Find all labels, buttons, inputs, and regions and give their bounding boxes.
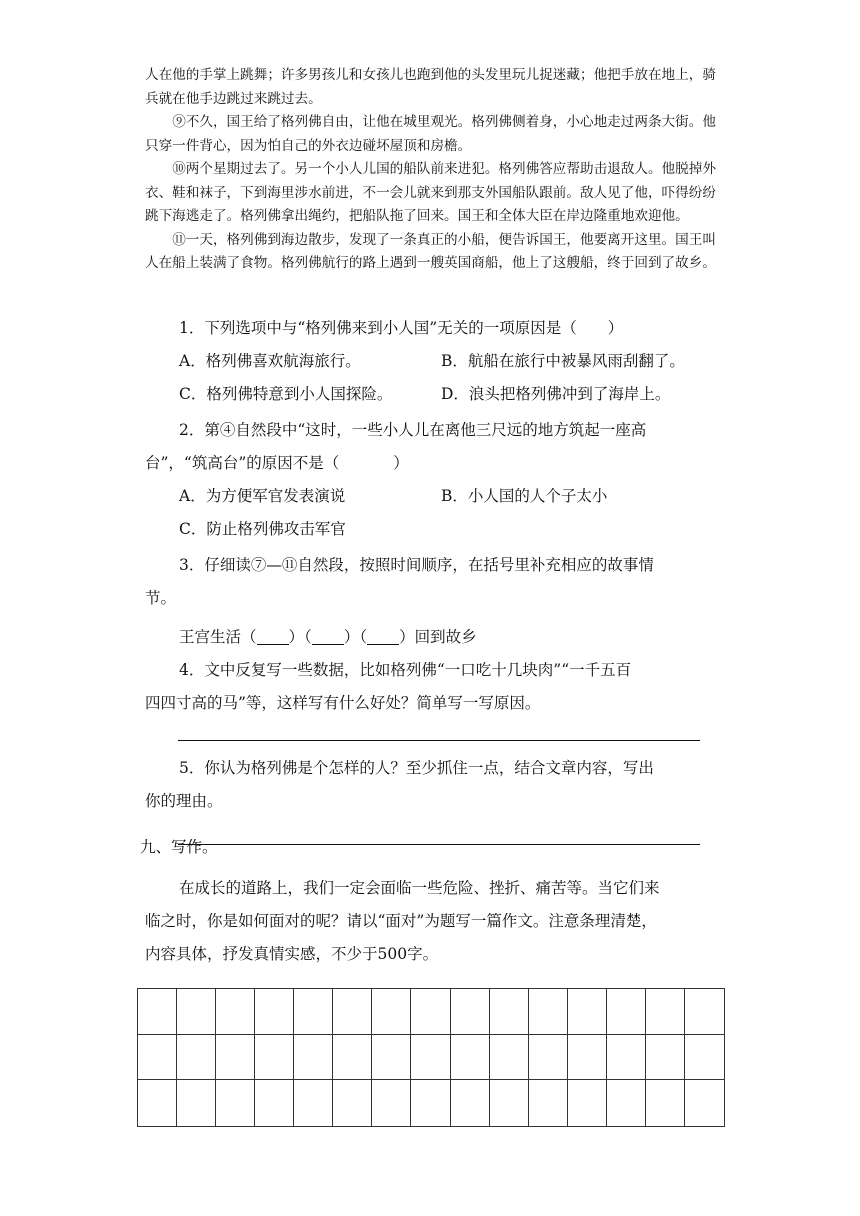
- question-1-option-c: C．格列佛特意到小人国探险。: [179, 385, 393, 403]
- question-3-blank-2[interactable]: [312, 626, 344, 645]
- grid-cell[interactable]: [216, 989, 255, 1035]
- passage-paragraph-8-continued: 人在他的手掌上跳舞；许多男孩儿和女孩儿也跑到他的头发里玩儿捉迷藏；他把手放在地上，骑兵就在他手边跳过来跳过去。: [145, 67, 716, 107]
- grid-cell[interactable]: [294, 1080, 333, 1126]
- question-5-stem-line-1: 5．你认为格列佛是个怎样的人？至少抓住一点，结合文章内容，写出: [179, 759, 654, 777]
- grid-cell[interactable]: [255, 1080, 294, 1126]
- grid-cell[interactable]: [685, 1080, 724, 1126]
- writing-prompt-line-3: 内容具体，抒发真情实感，不少于500字。: [145, 945, 439, 963]
- grid-cell[interactable]: [372, 1080, 411, 1126]
- grid-cell[interactable]: [685, 1035, 724, 1081]
- grid-cell[interactable]: [372, 1035, 411, 1081]
- grid-cell[interactable]: [529, 989, 568, 1035]
- question-2-stem-text: 台”，“筑高台”的原因不是（: [145, 454, 340, 472]
- grid-cell[interactable]: [529, 1080, 568, 1126]
- question-1-option-b: B．航船在旅行中被暴风雨刮翻了。: [441, 352, 685, 370]
- question-3-stem-line-2: 节。: [145, 589, 177, 607]
- grid-cell[interactable]: [451, 989, 490, 1035]
- grid-cell[interactable]: [411, 989, 450, 1035]
- passage: [145, 64, 717, 276]
- question-1-option-a: A．格列佛喜欢航海旅行。: [179, 352, 361, 370]
- question-4-stem-line-2: 四四寸高的马”等，这样写有什么好处？简单写一写原因。: [145, 694, 541, 712]
- question-3-sequence: 王宫生活（ ）（ ）（ ）回到故乡: [179, 628, 477, 646]
- writing-section: [140, 831, 725, 971]
- grid-cell[interactable]: [333, 1035, 372, 1081]
- question-3-end: 回到故乡: [414, 628, 477, 646]
- question-2-option-a: A．为方便军官发表演说: [179, 487, 346, 505]
- grid-cell[interactable]: [372, 989, 411, 1035]
- grid-cell[interactable]: [607, 1080, 646, 1126]
- grid-cell[interactable]: [294, 989, 333, 1035]
- grid-cell[interactable]: [451, 1080, 490, 1126]
- question-4: [145, 654, 725, 720]
- grid-cell[interactable]: [646, 1080, 685, 1126]
- grid-cell[interactable]: [294, 1035, 333, 1081]
- question-1-options-row-2: [145, 378, 725, 411]
- question-5-stem-line-2: 你的理由。: [145, 792, 223, 810]
- question-4-answer-line[interactable]: [178, 740, 700, 741]
- question-2-close-paren: ）: [393, 454, 409, 472]
- grid-cell[interactable]: [138, 989, 177, 1035]
- question-3: [145, 549, 725, 654]
- question-1-options-row-1: [145, 345, 725, 378]
- grid-cell[interactable]: [177, 989, 216, 1035]
- grid-cell[interactable]: [177, 1080, 216, 1126]
- question-3-stem-line-1: 3．仔细读⑦—⑪自然段，按照时间顺序，在括号里补充相应的故事情: [179, 556, 654, 574]
- grid-cell[interactable]: [646, 989, 685, 1035]
- grid-cell[interactable]: [216, 1035, 255, 1081]
- grid-cell[interactable]: [255, 1035, 294, 1081]
- grid-cell[interactable]: [451, 1035, 490, 1081]
- question-2-stem-line-2: [145, 447, 725, 480]
- grid-cell[interactable]: [138, 1080, 177, 1126]
- question-4-stem-line-1: 4．文中反复写一些数据，比如格列佛“一口吃十几块肉”“一千五百: [179, 661, 632, 679]
- question-3-blank-1[interactable]: [257, 626, 289, 645]
- composition-grid[interactable]: [137, 988, 725, 1127]
- question-1: [145, 312, 725, 411]
- grid-cell[interactable]: [685, 989, 724, 1035]
- grid-cell[interactable]: [177, 1035, 216, 1081]
- question-1-option-d: D．浪头把格列佛冲到了海岸上。: [441, 385, 671, 403]
- passage-paragraph-11: ⑪一天，格列佛到海边散步，发现了一条真正的小船，便告诉国王，他要离开这里。国王叫人在船上装满了食物。格列佛航行的路上遇到一艘英国商船，他上了这艘船，终于回到了故乡。: [145, 231, 716, 271]
- grid-cell[interactable]: [411, 1080, 450, 1126]
- question-2-options-row-1: [145, 480, 725, 513]
- grid-cell[interactable]: [607, 1035, 646, 1081]
- grid-cell[interactable]: [333, 1080, 372, 1126]
- question-2-option-c: C．防止格列佛攻击军官: [179, 520, 346, 538]
- question-2-stem-line-1: 2．第④自然段中“这时，一些小人儿在离他三尺远的地方筑起一座高: [179, 421, 647, 439]
- grid-cell[interactable]: [568, 1080, 607, 1126]
- question-5: [145, 752, 725, 818]
- grid-cell[interactable]: [646, 1035, 685, 1081]
- grid-cell[interactable]: [568, 1035, 607, 1081]
- grid-cell[interactable]: [255, 989, 294, 1035]
- grid-cell[interactable]: [529, 1035, 568, 1081]
- writing-prompt-line-1: 在成长的道路上，我们一定会面临一些危险、挫折、痛苦等。当它们来: [179, 879, 660, 897]
- grid-cell[interactable]: [490, 1035, 529, 1081]
- question-3-blank-3[interactable]: [367, 626, 399, 645]
- grid-cell[interactable]: [490, 989, 529, 1035]
- grid-cell[interactable]: [568, 989, 607, 1035]
- question-1-stem: 1．下列选项中与“格列佛来到小人国”无关的一项原因是（ ）: [179, 319, 624, 337]
- writing-prompt-line-2: 临之时，你是如何面对的呢？请以“面对”为题写一篇作文。注意条理清楚，: [145, 912, 657, 930]
- grid-cell[interactable]: [490, 1080, 529, 1126]
- grid-cell[interactable]: [607, 989, 646, 1035]
- grid-cell[interactable]: [138, 1035, 177, 1081]
- question-3-start: 王宫生活: [179, 628, 242, 646]
- question-2-option-b: B．小人国的人个子太小: [441, 487, 608, 505]
- passage-paragraph-10: ⑩两个星期过去了。另一个小人儿国的船队前来进犯。格列佛答应帮助击退敌人。他脱掉外衣、鞋和袜子，下到海里涉水前进，不一会儿就来到那支外国船队跟前。敌人见了他，吓得纷纷跳下海逃走了。格列佛拿出绳约，把船队拖了回来。国王和全体大臣在岸边隆重地欢迎他。: [145, 161, 716, 224]
- question-2: [145, 414, 725, 546]
- grid-cell[interactable]: [333, 989, 372, 1035]
- grid-cell[interactable]: [411, 1035, 450, 1081]
- grid-cell[interactable]: [216, 1080, 255, 1126]
- passage-paragraph-9: ⑨不久，国王给了格列佛自由，让他在城里观光。格列佛侧着身，小心地走过两条大街。他只穿一件背心，因为怕自己的外衣边碰坏屋顶和房檐。: [145, 114, 716, 154]
- writing-heading: 九、写作。: [140, 838, 218, 856]
